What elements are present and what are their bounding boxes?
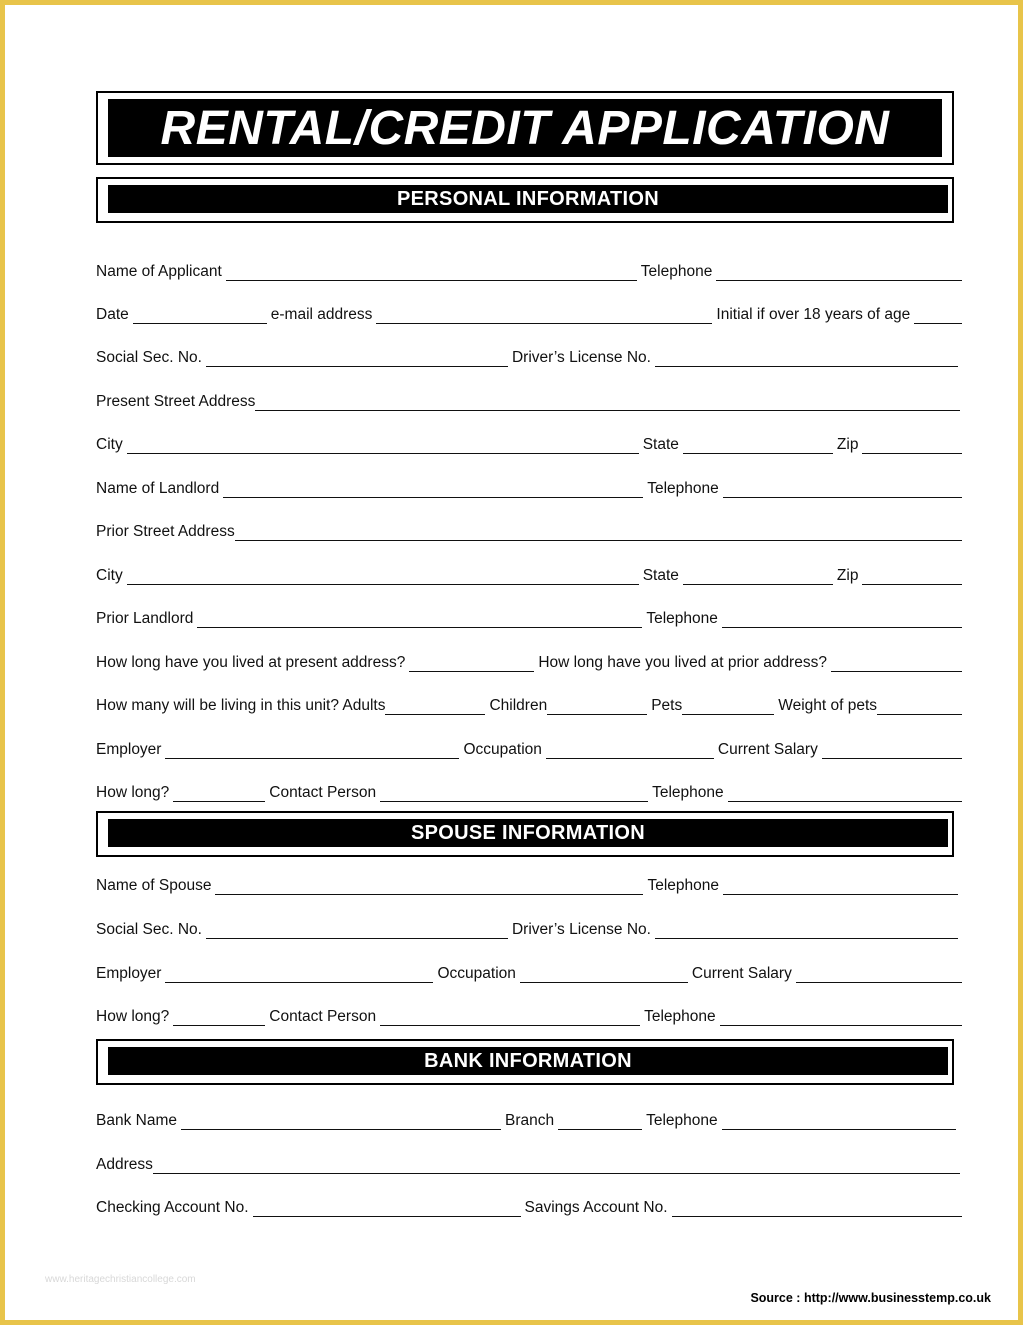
label-prior-landlord: Prior Landlord bbox=[96, 610, 194, 627]
field-how-long-present[interactable] bbox=[409, 655, 534, 672]
page-title: RENTAL/CREDIT APPLICATION bbox=[108, 99, 942, 157]
label-spouse-occupation: Occupation bbox=[437, 965, 516, 982]
row-how-long-lived bbox=[96, 650, 962, 672]
field-bank-address[interactable] bbox=[153, 1157, 960, 1174]
source-credit: Source : http://www.businesstemp.co.uk bbox=[750, 1291, 991, 1305]
label-branch: Branch bbox=[504, 1112, 555, 1129]
field-prior-city[interactable] bbox=[127, 568, 639, 585]
field-prior-state[interactable] bbox=[683, 568, 833, 585]
row-spouse-employer bbox=[96, 961, 962, 983]
row-spouse-how-long bbox=[96, 1004, 962, 1026]
field-name-of-applicant[interactable] bbox=[226, 264, 637, 281]
watermark: www.heritagechristiancollege.com bbox=[45, 1274, 196, 1285]
label-adults: How many will be living in this unit? Adults bbox=[96, 697, 386, 714]
label-email: e-mail address bbox=[270, 306, 373, 323]
label-spouse-ssn: Social Sec. No. bbox=[96, 921, 202, 938]
field-spouse-ssn[interactable] bbox=[206, 922, 508, 939]
section-spouse-heading: SPOUSE INFORMATION bbox=[108, 819, 948, 847]
field-prior-landlord-telephone[interactable] bbox=[722, 611, 962, 628]
field-weight-of-pets[interactable] bbox=[877, 698, 962, 715]
field-branch[interactable] bbox=[558, 1113, 642, 1130]
title-frame bbox=[96, 91, 954, 165]
label-name-of-applicant: Name of Applicant bbox=[96, 263, 222, 280]
field-bank-telephone[interactable] bbox=[722, 1113, 956, 1130]
field-prior-zip[interactable] bbox=[862, 568, 962, 585]
label-landlord-telephone: Telephone bbox=[647, 480, 719, 497]
label-prior-zip: Zip bbox=[836, 567, 859, 584]
section-bank-heading: BANK INFORMATION bbox=[108, 1047, 948, 1075]
label-how-long-present: How long have you lived at present address? bbox=[96, 654, 406, 671]
field-children[interactable] bbox=[547, 698, 647, 715]
label-zip: Zip bbox=[836, 436, 859, 453]
field-spouse-contact-telephone[interactable] bbox=[720, 1009, 962, 1026]
label-spouse-contact-person: Contact Person bbox=[269, 1008, 377, 1025]
field-telephone[interactable] bbox=[716, 264, 962, 281]
field-state[interactable] bbox=[683, 437, 833, 454]
row-present-street bbox=[96, 389, 962, 411]
field-how-long-prior[interactable] bbox=[831, 655, 962, 672]
label-initial: Initial if over 18 years of age bbox=[716, 306, 911, 323]
label-spouse-salary: Current Salary bbox=[691, 965, 792, 982]
field-how-long[interactable] bbox=[173, 785, 265, 802]
label-occupation: Occupation bbox=[463, 741, 542, 758]
section-spouse bbox=[96, 811, 954, 857]
field-checking[interactable] bbox=[253, 1200, 521, 1217]
field-ssn[interactable] bbox=[206, 350, 508, 367]
label-how-long-prior: How long have you lived at prior address? bbox=[538, 654, 827, 671]
field-spouse-how-long[interactable] bbox=[173, 1009, 265, 1026]
field-drivers-license[interactable] bbox=[655, 350, 958, 367]
field-zip[interactable] bbox=[862, 437, 962, 454]
row-spouse-ssn bbox=[96, 917, 962, 939]
field-prior-landlord[interactable] bbox=[197, 611, 642, 628]
label-current-salary: Current Salary bbox=[717, 741, 818, 758]
document-page bbox=[5, 5, 1018, 1320]
label-spouse-how-long: How long? bbox=[96, 1008, 170, 1025]
row-bank-address bbox=[96, 1152, 962, 1174]
field-spouse-drivers-license[interactable] bbox=[655, 922, 958, 939]
row-ssn bbox=[96, 345, 962, 367]
label-prior-state: State bbox=[642, 567, 679, 584]
field-prior-street[interactable] bbox=[235, 524, 962, 541]
field-occupation[interactable] bbox=[546, 742, 714, 759]
row-prior-street bbox=[96, 519, 962, 541]
label-prior-landlord-telephone: Telephone bbox=[646, 610, 718, 627]
section-personal-heading: PERSONAL INFORMATION bbox=[108, 185, 948, 213]
field-name-of-spouse[interactable] bbox=[215, 878, 643, 895]
label-prior-city: City bbox=[96, 567, 123, 584]
section-personal bbox=[96, 177, 954, 223]
label-city: City bbox=[96, 436, 123, 453]
row-applicant bbox=[96, 259, 962, 281]
label-date: Date bbox=[96, 306, 129, 323]
label-checking: Checking Account No. bbox=[96, 1199, 249, 1216]
label-ssn: Social Sec. No. bbox=[96, 349, 202, 366]
row-prior-city bbox=[96, 563, 962, 585]
label-telephone: Telephone bbox=[640, 263, 713, 280]
label-spouse-employer: Employer bbox=[96, 965, 162, 982]
label-prior-street: Prior Street Address bbox=[96, 523, 235, 540]
label-present-street: Present Street Address bbox=[96, 393, 256, 410]
label-spouse-telephone: Telephone bbox=[647, 877, 720, 894]
label-how-long: How long? bbox=[96, 784, 170, 801]
field-email[interactable] bbox=[376, 307, 712, 324]
row-date bbox=[96, 302, 962, 324]
label-drivers-license: Driver’s License No. bbox=[511, 349, 651, 366]
field-adults[interactable] bbox=[385, 698, 485, 715]
label-employer: Employer bbox=[96, 741, 162, 758]
row-landlord bbox=[96, 476, 962, 498]
field-spouse-contact-person[interactable] bbox=[380, 1009, 640, 1026]
row-occupants bbox=[96, 693, 962, 715]
field-current-salary[interactable] bbox=[822, 742, 962, 759]
label-name-of-spouse: Name of Spouse bbox=[96, 877, 212, 894]
row-employer bbox=[96, 737, 962, 759]
label-state: State bbox=[642, 436, 679, 453]
label-spouse-drivers-license: Driver’s License No. bbox=[511, 921, 651, 938]
field-initial[interactable] bbox=[914, 307, 962, 324]
row-accounts bbox=[96, 1195, 962, 1217]
label-contact-person: Contact Person bbox=[269, 784, 377, 801]
field-savings[interactable] bbox=[672, 1200, 962, 1217]
label-contact-telephone: Telephone bbox=[652, 784, 724, 801]
row-how-long-employer bbox=[96, 780, 962, 802]
field-landlord-telephone[interactable] bbox=[723, 481, 962, 498]
section-bank bbox=[96, 1039, 954, 1085]
field-present-street[interactable] bbox=[255, 394, 960, 411]
field-spouse-occupation[interactable] bbox=[520, 966, 688, 983]
field-spouse-salary[interactable] bbox=[796, 966, 962, 983]
row-prior-landlord bbox=[96, 606, 962, 628]
row-city bbox=[96, 432, 962, 454]
label-bank-name: Bank Name bbox=[96, 1112, 177, 1129]
field-landlord[interactable] bbox=[223, 481, 643, 498]
field-bank-name[interactable] bbox=[181, 1113, 501, 1130]
row-bank-name bbox=[96, 1108, 962, 1130]
row-spouse-name bbox=[96, 873, 962, 895]
field-spouse-telephone[interactable] bbox=[723, 878, 958, 895]
field-pets[interactable] bbox=[682, 698, 774, 715]
label-savings: Savings Account No. bbox=[524, 1199, 668, 1216]
field-spouse-employer[interactable] bbox=[165, 966, 433, 983]
label-children: Children bbox=[489, 697, 548, 714]
label-bank-telephone: Telephone bbox=[646, 1112, 718, 1129]
label-weight-of-pets: Weight of pets bbox=[778, 697, 878, 714]
label-spouse-contact-telephone: Telephone bbox=[644, 1008, 716, 1025]
field-employer[interactable] bbox=[165, 742, 459, 759]
field-contact-telephone[interactable] bbox=[728, 785, 962, 802]
field-date[interactable] bbox=[133, 307, 267, 324]
field-city[interactable] bbox=[127, 437, 639, 454]
field-contact-person[interactable] bbox=[380, 785, 648, 802]
label-landlord: Name of Landlord bbox=[96, 480, 220, 497]
label-bank-address: Address bbox=[96, 1156, 153, 1173]
label-pets: Pets bbox=[651, 697, 683, 714]
